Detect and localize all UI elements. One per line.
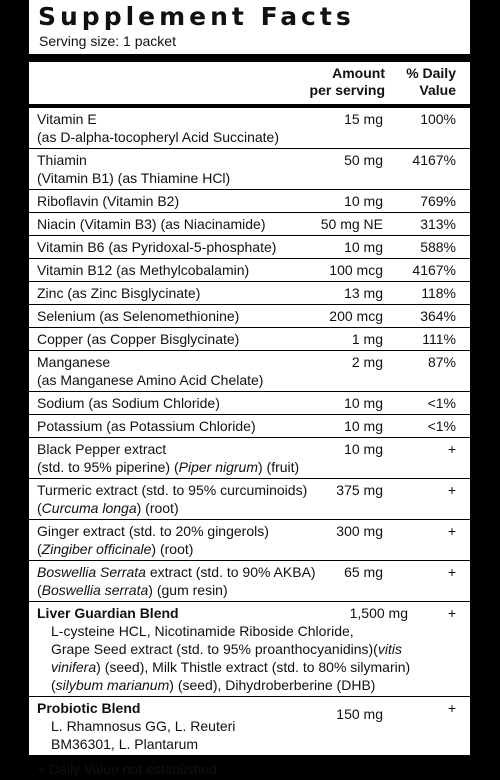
blend-name: Liver Guardian Blend — [37, 605, 179, 621]
daily-value: + — [447, 605, 456, 621]
nutrient-row — [29, 392, 470, 415]
nutrient-name: Thiamin (Vitamin B1) (as Thiamine HCl) — [37, 152, 231, 186]
amount: 13 mg — [344, 285, 383, 301]
amount-header: Amount per serving — [309, 65, 385, 98]
nutrient-row — [29, 190, 470, 213]
extract-name: Turmeric extract (std. to 95% curcuminoids) (Curcuma longa) (root) — [37, 482, 308, 516]
supplement-facts-panel — [27, 0, 472, 777]
amount: 200 mcg — [329, 308, 383, 324]
extract-row — [29, 520, 470, 561]
amount: 100 mcg — [329, 262, 383, 278]
blend-name: Probiotic Blend — [37, 700, 141, 716]
liver-guardian-blend-row — [29, 602, 470, 697]
amount: 1,500 mg — [349, 605, 408, 621]
daily-value: 769% — [420, 193, 456, 209]
nutrient-name: Sodium (as Sodium Chloride) — [37, 395, 220, 411]
nutrient-name: Vitamin E (as D-alpha-tocopheryl Acid Succinate) — [37, 111, 280, 145]
daily-value: 313% — [420, 216, 456, 232]
footnote: + Daily Value not established — [37, 761, 217, 777]
nutrient-name: Zinc (as Zinc Bisglycinate) — [37, 285, 201, 301]
column-header — [29, 62, 470, 108]
daily-value: 118% — [421, 285, 456, 301]
daily-value-header: % Daily Value — [406, 65, 456, 98]
amount: 300 mg — [336, 523, 383, 539]
probiotic-blend-row — [29, 697, 470, 758]
extract-name: Ginger extract (std. to 20% gingerols) (Zingiber officinale) (root) — [37, 523, 269, 557]
daily-value: 364% — [420, 308, 456, 324]
nutrient-name: Copper (as Copper Bisglycinate) — [37, 331, 240, 347]
amount: 10 mg — [344, 239, 383, 255]
extract-row — [29, 479, 470, 520]
extract-row — [29, 438, 470, 479]
thick-divider — [29, 54, 470, 62]
nutrient-row — [29, 213, 470, 236]
extract-name: Black Pepper extract (std. to 95% piperine) (Piper nigrum) (fruit) — [37, 441, 300, 475]
daily-value: 588% — [420, 239, 456, 255]
daily-value: 111% — [422, 331, 456, 347]
amount: 10 mg — [344, 193, 383, 209]
nutrient-name: Vitamin B12 (as Methylcobalamin) — [37, 262, 250, 278]
nutrient-row — [29, 236, 470, 259]
nutrient-row-boswellia: Boswellia Serrata extract (std. to 90% AKBA) (Boswellia serrata) (gum resin) 65 mg + — [29, 561, 470, 602]
amount: 10 mg — [344, 441, 383, 457]
nutrient-row — [29, 282, 470, 305]
daily-value: <1% — [427, 418, 456, 434]
serving-size: Serving size: 1 packet — [39, 33, 176, 49]
nutrient-row — [29, 415, 470, 438]
amount: 2 mg — [351, 354, 383, 370]
amount: 10 mg — [344, 418, 383, 434]
nutrient-list — [29, 108, 470, 438]
nutrient-name: Manganese (as Manganese Amino Acid Chelate) — [37, 354, 264, 388]
amount: 1 mg — [351, 331, 383, 347]
nutrient-row — [29, 305, 470, 328]
amount: 10 mg — [344, 395, 383, 411]
amount: 15 mg — [344, 111, 383, 127]
nutrient-name: Niacin (Vitamin B3) (as Niacinamide) — [37, 216, 266, 232]
daily-value: + — [447, 700, 456, 716]
amount: 375 mg — [336, 482, 383, 498]
nutrient-row — [29, 351, 470, 392]
amount: 50 mg — [344, 152, 383, 168]
daily-value: 87% — [427, 354, 456, 370]
amount: 150 mg — [336, 706, 383, 722]
daily-value: + — [447, 523, 456, 539]
nutrient-row — [29, 149, 470, 190]
nutrient-name: Riboflavin (Vitamin B2) — [37, 193, 180, 209]
daily-value: 4167% — [412, 262, 456, 278]
amount: 50 mg NE — [320, 216, 383, 232]
nutrient-row — [29, 328, 470, 351]
panel-title: Supplement Facts — [38, 2, 355, 31]
daily-value: 4167% — [412, 152, 456, 168]
nutrient-row — [29, 259, 470, 282]
nutrient-name: Potassium (as Potassium Chloride) — [37, 418, 256, 434]
daily-value: 100% — [420, 111, 456, 127]
daily-value: <1% — [427, 395, 456, 411]
daily-value: + — [447, 441, 456, 457]
daily-value: + — [447, 564, 456, 580]
extract-list — [29, 438, 470, 561]
nutrient-name: Selenium (as Selenomethionine) — [37, 308, 240, 324]
blend-ingredients: L. Rhamnosus GG, L. Reuteri BM36301, L. Plantarum — [51, 718, 236, 752]
blend-ingredients: L-cysteine HCL, Nicotinamide Riboside Chloride, Grape Seed extract (std. to 95% proanthocyanidins)(vitis vinifera) (seed), Milk Thistle extract (std. to 80% silymarin) (silybum marianum) (seed), Dihydroberberine (DHB) — [51, 623, 411, 693]
daily-value: + — [447, 482, 456, 498]
nutrient-row — [29, 108, 470, 149]
nutrient-name: Vitamin B6 (as Pyridoxal-5-phosphate) — [37, 239, 277, 255]
amount: 65 mg — [344, 564, 383, 580]
